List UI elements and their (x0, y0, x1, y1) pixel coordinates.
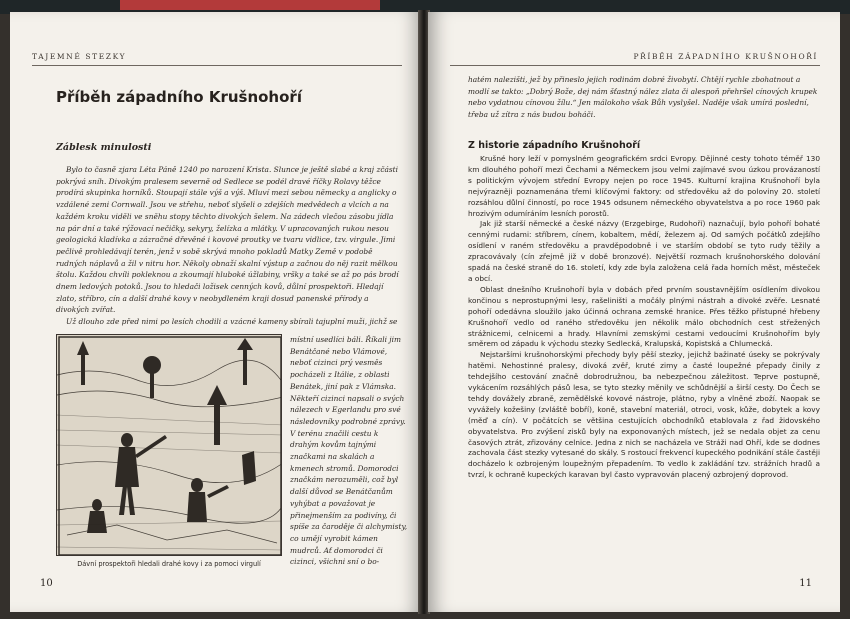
intro-story-text (56, 164, 400, 328)
left-page (10, 12, 420, 612)
figure-caption: Dávní prospektoři hledali drahé kovy i za pomoci virgulí (77, 560, 261, 568)
woodcut-illustration (56, 334, 282, 556)
prospectors-woodcut-image (57, 335, 282, 556)
header-rule (450, 65, 820, 66)
paragraph: Krušné hory leží v pomyslném geografickém srdci Evropy. Dějinné cesty tohoto téměř 130 km dlouhého pohoří mezi Čechami a Německem jsou velmi zajímavé svou úzkou provázaností s politickým vývojem střední Evropy nejen po roce 1945. Kulturní krajina Krušnohoří byla nejvýrazněji poznamenána třemi klíčovými faktory: od středověku až do poloviny 20. století rozsáhlou důlní činností, po roce 1945 odsunem německého obyvatelstva a po roce 1960 pak hrozivým odumíráním lesních porostů. (468, 154, 820, 218)
running-head-right: PŘÍBĚH ZÁPADNÍHO KRUŠNOHOŘÍ (633, 52, 818, 61)
paragraph: místní usedlíci báli. Říkali jim Benátčané nebo Vlámové, neboť cizinci prý vesměs pocházeli z Itálie, z oblasti Benátek, jiní pak z Vlámska. Někteří cizinci napsali o svých nálezech v Egerlandu pro své následovníky podrobné zprávy. V terénu značili cestu k drahým kovům tajnými značkami na skalách a kmenech stromů. Domorodci značkám nerozuměli, což byl další důvod se Benátčanům vyhýbat a považovat je přinejmenším za podivíny, či spíše za čaroděje či alchymisty, co umějí vyrobit kámen mudrců. Ať domorodci či cizinci, všichni sní o bo- (290, 335, 408, 567)
paragraph: Nejstaršími krušnohorskými přechody byly pěší stezky, jejichž bažinaté úseky se pokrývaly hatěmi. Nehostinné pralesy, divoká zvěř, kruté zimy a časté loupežné přepady činily z tehdejšího cestování značně dobrodružnou, ba nebezpečnou záležitost. Teprve postupně, vykácením rozsáhlých pásů lesa, se tyto stezky měnily ve schůdnější a širší cesty. Do Čech se tehdy dovážely zbraně, zemědělské kovové nástroje, plátno, ryby a vlněné zboží. Naopak se vyvážely kožešiny (zvláště bobří), koně, stavební materiál, otroci, vosk, kůže, dobytek a kovy (měď a cín). V počátcích se většina cestujících obchodníků etablovala z řad židovského obyvatelstva. Pro zvýšení zisků byly na exponovaných místech, jež se nedala objet za cenu časových ztrát, zřizovány celnice. Jedna z nich se nacházela ve Stráži nad Ohří, kde se dodnes zachovala část stezky vytesané do skály. S rostoucí frekvencí kupeckého podnikání stále častěji docházelo k ozbrojeným loupežným přepadením. To vedlo k zakládání tzv. strážních hradů a tvrzí, k ochraně kupeckých karavan byl často vypravován placený ozbrojený doprovod. (468, 350, 820, 480)
ribbon-bookmark (120, 0, 380, 10)
right-page (428, 12, 840, 612)
side-column-text (290, 334, 408, 568)
paragraph: Jak již starší německé a české názvy (Erzgebirge, Rudohoří) naznačují, bylo pohoří bohaté cennými rudami: stříbrem, cínem, kobaltem, mědí, železem aj. Od samých počátků zdejšího osídlení v raném středověku a pravděpodobně i ve starším období se tyto rudy těžily a zpracovávaly (cín zřejmě již v době bronzové). Největší rozmach krušnohorského dolování spadá na české straně do 16. století, kdy zde byla založena celá řada horních měst, městeček a obcí. (468, 219, 820, 283)
paragraph: hatém nalezišti, jež by přineslo jejich rodinám dobré živobytí. Chtějí rychle zbohatnout a modlí se takto: „Dobrý Bože, dej nám šťastný nález zlata či alespoň přehršel cínových krupek nebo vydatnou cínovou žílu.“ Jen málokoho však Bůh vyslyšel. Naděje však umírá poslední, třeba už zítra z nás budou boháči. (468, 75, 818, 120)
story-continuation-text (468, 74, 820, 121)
page-number-right: 11 (799, 578, 812, 589)
section-title-zablesk: Záblesk minulosti (56, 142, 152, 153)
paragraph: Už dlouho zde před nimi po lesích chodili a vzácné kameny sbírali tajuplní muži, jichž se (66, 317, 398, 327)
chapter-title: Příběh západního Krušnohoří (56, 88, 302, 106)
running-head-left: TAJEMNÉ STEZKY (32, 52, 127, 61)
section-title-historie: Z historie západního Krušnohoří (468, 140, 641, 151)
paragraph: Oblast dnešního Krušnohoří byla v dobách před prvním soustavnějším osídlením divokou končinou s neprostupnými lesy, rašeliništi a močály plnými nástrah a divoké zvěře. Lesnaté pohoří odedávna sloužilo jako účinná ochrana zemské hranice. Přes těžko přístupné hřebeny Krušnohoří vedlo od raného středověku jen několik málo obchodních cest střežených strážnicemi, celnicemi a hrady. Hlavními zemskými cestami vedoucími Krušnohořím byly směrem od západu k východu stezky Sedlecká, Kralupská, Kopistská a Chlumecká. (468, 284, 820, 349)
page-number-left: 10 (40, 578, 53, 589)
header-rule (32, 65, 402, 66)
paragraph: Bylo to časně zjara Léta Páně 1240 po narození Krista. Slunce je ještě slabé a kraj zčásti pokrývá sníh. Divokým pralesem severně od Sedlece se podél dravé říčky Rolavy těžce prodírá skupinka horníků. Stoupají stále výš a výš. Mluví mezi sebou německy a anglicky o vzdálené zemi Cornwall. Jsou ve střehu, neboť slyšeli o zdejších medvědech a vlcích a na každém kroku viděli ve sněhu stopy těchto divokých šelem. Na zádech vlečou zásobu jídla na pár dní a také rýžovací nečičky, sekyry, želízka a mlátky. V upracovaných rukou nesou geologická kladívka a zázračné dřevěné i kovové proutky ve tvaru vidlice, tzv. virgule. Jimi pečlivě prohledávají terén, jenž v sobě skrývá mnoho pokladů Matky Země v podobě rudných náplavů a žil v nitru hor. Několy obnaží skalní výstup a začnou do něj razit mělkou štolu. Každou chvíli pokleknou a zkoumají hluboké úžlabiny, vršky a také se až po pás brodí dnem ledových potoků. Jsou to hledači ložisek cenných kovů, důlní prospektoři. Hledají zlato, stříbro, cín a další drahé kovy v neobydleném kraji dosud panenské přírody a divokých zvířat. (56, 165, 399, 315)
history-body-text (468, 154, 820, 481)
